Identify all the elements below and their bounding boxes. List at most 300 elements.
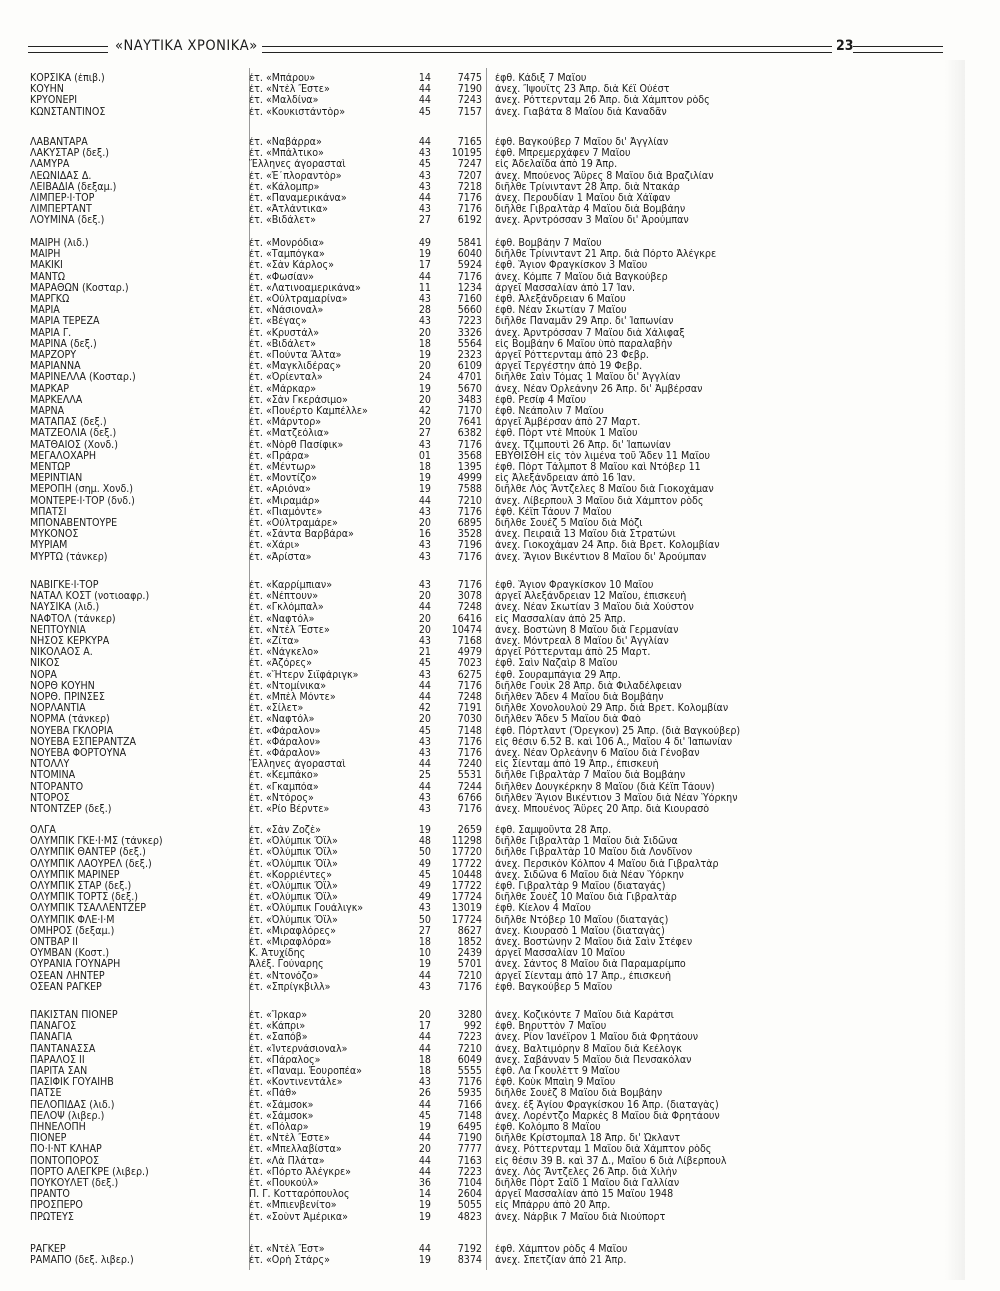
table-row (0, 451, 1000, 462)
crew-count: 19 (418, 958, 431, 971)
agent-name: ἐτ. «Πόλαρ» (249, 1122, 309, 1133)
tonnage: 10448 (451, 868, 482, 881)
ship-name: ΠΑΚΙΣΤΑΝ ΠΙΟΝΕΡ (30, 1010, 118, 1021)
ship-name: ΡΑΜΑΠΟ (δεξ. λιβερ.) (30, 1255, 134, 1267)
tonnage: 7148 (457, 724, 482, 737)
tonnage: 2659 (457, 824, 482, 836)
table-row (0, 782, 1000, 793)
crew-count: 44 (418, 758, 431, 771)
ship-name: ΜΑΡΙΝΑ (δεξ.) (30, 338, 97, 350)
table-row (0, 193, 1000, 204)
ship-name: ΜΕΡΟΠΗ (σημ. Χονδ.) (30, 484, 134, 496)
agent-name: ἐτ. «Σάμσοκ» (249, 1110, 314, 1122)
ship-name: ΜΠΑΤΣΙ (30, 506, 67, 518)
status-text: ἐφθ. Κοὺκ Μπαὶη 9 Μαΐου (495, 1077, 616, 1089)
tonnage: 7248 (457, 601, 482, 614)
agent-name: ἐτ. «Ἀρίστα» (249, 551, 312, 563)
tonnage: 7475 (457, 72, 482, 84)
crew-count: 16 (418, 528, 431, 541)
agent-name: ἐτ. «Ντὲλ Ἔστε» (249, 624, 330, 636)
tonnage: 5564 (457, 337, 482, 350)
status-text: ἀνεχ. Βοστώνη 8 Μαΐου διὰ Γερμανίαν (495, 624, 679, 636)
crew-count: 44 (418, 1132, 431, 1145)
status-text: ἐφθ. Ἅγιον Φραγκίσκον 3 Μαΐου (495, 260, 648, 272)
table-row (0, 859, 1000, 870)
table-row (0, 473, 1000, 484)
status-text: ἐφθ. Βηρυττὸν 7 Μαΐου (495, 1021, 607, 1033)
tonnage: 4701 (457, 371, 482, 384)
agent-name: ἐτ. «Αριόνα» (249, 484, 311, 496)
agent-name: ἐτ. «Νὸρθ Πασίφικ» (249, 439, 344, 451)
agent-name: ἐτ. «Μαλδίνα» (249, 95, 319, 107)
status-text: ἐφθ. Νεάπολιν 7 Μαΐου (495, 406, 604, 417)
agent-name: ἐτ. «Ντονόζο» (249, 970, 319, 982)
table-row (0, 316, 1000, 327)
tonnage: 7176 (457, 192, 482, 204)
crew-count: 01 (418, 449, 431, 462)
table-row (0, 971, 1000, 982)
status-text: διῆλθεν Δουγκέρκην 8 Μαΐου (διὰ Κέϊπ Τάουν) (495, 781, 715, 793)
tonnage: 7192 (457, 1243, 482, 1255)
agent-name: ἐτ. «Φάραλον» (249, 748, 321, 759)
crew-count: 50 (418, 913, 431, 926)
table-row (0, 1255, 1000, 1266)
agent-name: ἐτ. «Ἀζόρες» (249, 658, 312, 670)
ship-name: ΛΙΜΠΕΡ·Ι·ΤΟΡ (30, 193, 95, 204)
tonnage: 17722 (451, 880, 482, 892)
table-row (0, 870, 1000, 881)
agent-name: ἐτ. «Ορὴ Στάρς» (249, 1255, 330, 1267)
table-row (0, 1122, 1000, 1133)
ship-name: ΚΡΥΟΝΕΡΙ (30, 95, 78, 107)
ship-name: ΜΑΙΡΗ (λιδ.) (30, 238, 89, 249)
agent-name: ἐτ. «Μιραφλόρες» (249, 925, 336, 937)
agent-name: ἐτ. «Λατινοαμερικάνα» (249, 282, 361, 294)
status-text: ἀνεχ. Σπετζίαν ἀπὸ 21 Ἀπρ. (495, 1255, 627, 1267)
table-row (0, 238, 1000, 249)
ship-name: ΟΛΥΜΠΙΚ ΛΑΟΥΡΕΛ (δεξ.) (30, 858, 152, 870)
table-row (0, 417, 1000, 428)
ship-name: ΟΛΥΜΠΙΚ ΦΛΕ·Ι·Μ (30, 914, 115, 926)
crew-count: 14 (418, 72, 431, 84)
tonnage: 6275 (457, 668, 482, 681)
table-row (0, 272, 1000, 283)
agent-name: ἐτ. «Ζίτα» (249, 636, 300, 647)
agent-name: ἐτ. «Φωσίαν» (249, 271, 314, 283)
crew-count: 44 (418, 136, 431, 148)
crew-count: 43 (418, 539, 431, 552)
table-row (0, 959, 1000, 970)
tonnage: 5841 (457, 237, 482, 249)
agent-name: ἐτ. «Μπάλτικο» (249, 148, 324, 160)
status-text: διῆλθε Παναμᾶν 29 Ἀπρ. δι' Ἰαπωνίαν (495, 316, 674, 328)
crew-count: 45 (418, 105, 431, 118)
ship-name: ΟΛΥΜΠΙΚ ΘΑΝΤΕΡ (δεξ.) (30, 847, 146, 859)
crew-count: 50 (418, 846, 431, 859)
status-text: ἀνεχ. Πειραιᾶ 13 Μαΐου διὰ Στρατώνι (495, 529, 676, 541)
status-text: ἀνεχ. Ρίον Ἰανέϊρον 1 Μαΐου διὰ Φρητάουν (495, 1032, 699, 1044)
tonnage: 1395 (457, 461, 482, 473)
crew-count: 43 (418, 505, 431, 518)
status-text: ἐφθ. Λα Γκουλὲττ 9 Μαΐου (495, 1066, 620, 1077)
ship-name: ΝΙΚΟΣ (30, 658, 60, 670)
status-text: ἀνεχ. Κοζικόντε 7 Μαΐου διὰ Καράτσι (495, 1010, 674, 1021)
tonnage: 7176 (457, 679, 482, 692)
tonnage: 11298 (451, 835, 482, 848)
tonnage: 992 (463, 1020, 482, 1033)
ship-name: ΝΟΡΘ. ΠΡΙΝΣΕΣ (30, 692, 105, 703)
agent-name: ἐτ. «Βιδάλετ» (249, 215, 317, 227)
ship-name: ΝΤΟΡΟΣ (30, 792, 70, 804)
ship-name: ΠΕΛΟΨ (λιβερ.) (30, 1110, 105, 1122)
status-text: διῆλθε Λὸς Ἄντζελες 8 Μαΐου διὰ Γιοκοχάμαν (495, 484, 714, 496)
tonnage: 7163 (457, 1154, 482, 1167)
status-text: ἀνεχ. Σαβάνναν 5 Μαΐου διὰ Πενσακόλαν (495, 1054, 692, 1066)
agent-name: ἐτ. «Σάμσοκ» (249, 1099, 314, 1111)
ship-name: ΜΑΤΖΕΟΛΙΑ (δεξ.) (30, 428, 117, 440)
table-row (0, 73, 1000, 84)
ship-name: ΠΕΛΟΠΙΔΑΣ (λιδ.) (30, 1099, 115, 1111)
tonnage: 7168 (457, 635, 482, 647)
journal-title: «ΝΑΥΤΙΚΑ ΧΡΟΝΙΚΑ» (115, 38, 258, 54)
status-text: εἰς Σίενταμ ἀπὸ 19 Ἀπρ., ἐπισκευὴ (495, 759, 659, 771)
table-row (0, 591, 1000, 602)
tonnage: 17720 (451, 846, 482, 859)
status-text: διῆλθε Γιβραλτὰρ 7 Μαΐου διὰ Βομβάην (495, 770, 686, 782)
crew-count: 43 (418, 315, 431, 328)
table-row (0, 1021, 1000, 1032)
ship-name: ΠΡΟΣΠΕΡΟ (30, 1200, 83, 1212)
tonnage: 13019 (451, 902, 482, 915)
status-text: ἀνεχ. Γιαβάτα 8 Μαΐου διὰ Καναδᾶν (495, 106, 667, 118)
tonnage: 7641 (457, 416, 482, 429)
crew-count: 48 (418, 835, 431, 848)
ship-name: ΠΟΝΤΟΠΟΡΟΣ (30, 1155, 100, 1167)
table-row (0, 1055, 1000, 1066)
table-row (0, 1167, 1000, 1178)
ship-name: ΜΕΝΤΩΡ (30, 462, 71, 473)
table-row (0, 937, 1000, 948)
table-row (0, 636, 1000, 647)
agent-name: ἐτ. «Λὰ Πλάτα» (249, 1155, 325, 1167)
tonnage: 7176 (457, 203, 482, 216)
agent-name: ἐτ. «Κορριέντες» (249, 869, 332, 881)
tonnage: 4979 (457, 646, 482, 659)
crew-count: 10 (418, 947, 431, 960)
tonnage: 5701 (457, 958, 482, 971)
status-text: εἰς Ἀλεξάνδρειαν ἀπὸ 16 Ἰαν. (495, 473, 636, 485)
agent-name: Ἕλληνες ἀγορασταὶ (249, 759, 346, 771)
agent-name: ἐτ. «Ντομίνικα» (249, 680, 327, 692)
table-row (0, 1044, 1000, 1055)
crew-count: 27 (418, 924, 431, 937)
ship-name: ΝΟΥΕΒΑ ΓΚΛΟΡΙΑ (30, 725, 114, 737)
ship-name: ΟΛΥΜΠΙΚ ΣΤΑΡ (δεξ.) (30, 881, 132, 892)
agent-name: ἐτ. «Πουκούλ» (249, 1178, 319, 1189)
tonnage: 7030 (457, 713, 482, 726)
crew-count: 49 (418, 237, 431, 249)
tonnage: 7247 (457, 158, 482, 171)
tonnage: 7176 (457, 735, 482, 748)
crew-count: 21 (418, 646, 431, 659)
tonnage: 7243 (457, 94, 482, 107)
table-row (0, 305, 1000, 316)
status-text: ἀνεχ. Κιουρασὸ 1 Μαΐου (διαταγὰς) (495, 925, 665, 937)
status-text: ἀργεῖ Τεργέστην ἀπὸ 19 Φεβρ. (495, 361, 643, 373)
ship-name: ΟΥΡΑΝΙΑ ΓΟΥΝΑΡΗ (30, 959, 121, 971)
agent-name: ἐτ. «Μέντωρ» (249, 462, 317, 473)
agent-name: Π. Γ. Κοτταρόπουλος (249, 1189, 350, 1201)
status-text: διῆλθεν Ἄδεν 5 Μαΐου διὰ Φαὸ (495, 714, 641, 726)
table-row (0, 881, 1000, 892)
table-row (0, 847, 1000, 858)
ship-name: ΜΑΝΤΩ (30, 271, 65, 283)
ship-name: ΝΟΡΜΑ (τάνκερ) (30, 714, 110, 726)
status-text: ἐφθ. Ἀλεξάνδρειαν 6 Μαΐου (495, 294, 626, 305)
ship-name: ΜΑΡΓΚΩ (30, 294, 70, 305)
ship-name: ΝΗΣΟΣ ΚΕΡΚΥΡΑ (30, 636, 110, 647)
status-text: ΕΒΥΘΙΣΘΗ εἰς τὸν λιμένα τοῦ Ἄδεν 11 Μαΐου (495, 450, 711, 462)
tonnage: 2439 (457, 947, 482, 960)
agent-name: ἐτ. «Μοντίζο» (249, 473, 317, 485)
table-row (0, 395, 1000, 406)
status-text: ἀνεχ. Λὸς Ἄντζελες 26 Ἀπρ. διὰ Χιλὴν (495, 1166, 678, 1178)
agent-name: ἐτ. «Πάραλος» (249, 1054, 321, 1066)
status-text: ἀνεχ. Ἅγιον Βικέντιον 8 Μαΐου δι' Ἀρούμπαν (495, 551, 707, 563)
page-number: 23 (836, 38, 854, 54)
crew-count: 43 (418, 668, 431, 681)
agent-name: ἐτ. «Μαγκλιδέρας» (249, 361, 342, 373)
agent-name: ἐτ. «Ἀτλάντικα» (249, 204, 328, 216)
status-text: εἰς Μπάρρυ ἀπὸ 20 Ἀπρ. (495, 1200, 611, 1212)
status-text: ἐφθ. Γιβραλτὰρ 9 Μαΐου (διαταγάς) (495, 881, 666, 892)
agent-name: ἐτ. «Ὀλύμπικ Ὄϊλ» (249, 847, 338, 859)
status-text: ἀργεῖ Ρόττερνταμ ἀπὸ 25 Μαρτ. (495, 647, 651, 659)
table-row (0, 249, 1000, 260)
ship-name: ΜΑΚΙΚΙ (30, 260, 63, 272)
table-row (0, 1111, 1000, 1122)
crew-count: 27 (418, 427, 431, 440)
status-text: ἀνεχ. Τζιμπουτὶ 26 Ἀπρ. δι' Ἰαπωνίαν (495, 439, 671, 451)
status-text: ἀνεχ. Λίβερπουλ 3 Μαΐου διὰ Χάμπτον ρὸδς (495, 495, 704, 507)
table-row (0, 518, 1000, 529)
table-row (0, 1189, 1000, 1200)
ship-name: ΜΑΡΙΑ Γ. (30, 327, 72, 339)
crew-count: 20 (418, 623, 431, 636)
status-text: ἐφθ. Χάμπτον ρὸδς 4 Μαΐου (495, 1244, 628, 1255)
tonnage: 7196 (457, 539, 482, 552)
status-text: ἐφθ. Κέϊπ Τάουν 7 Μαΐου (495, 506, 612, 518)
agent-name: ἐτ. «Βιδάλετ» (249, 338, 317, 350)
crew-count: 19 (418, 483, 431, 496)
table-row (0, 1212, 1000, 1223)
status-text: ἐφθ. Βαγκούβερ 7 Μαΐου δι' Ἀγγλίαν (495, 137, 669, 148)
ship-name: ΝΕΠΤΟΥΝΙΑ (30, 624, 86, 636)
table-row (0, 825, 1000, 836)
table-row (0, 836, 1000, 847)
tonnage: 7157 (457, 105, 482, 118)
ship-name: ΝΟΥΕΒΑ ΦΟΡΤΟΥΝΑ (30, 748, 127, 759)
table-row (0, 602, 1000, 613)
table-row (0, 283, 1000, 294)
status-text: ἀνεχ. Μπούενος Ἄϋρες 8 Μαΐου διὰ Βραζιλίαν (495, 170, 714, 182)
status-text: διῆλθεν Ἄδεν 4 Μαΐου διὰ Βομβάην (495, 692, 664, 703)
tonnage: 6382 (457, 427, 482, 440)
ship-name: ΟΛΓΑ (30, 825, 56, 836)
table-row (0, 580, 1000, 591)
table-row (0, 726, 1000, 737)
table-row (0, 384, 1000, 395)
status-text: διῆλθε Σαὶν Τόμας 1 Μαΐου δι' Ἀγγλίαν (495, 372, 681, 384)
tonnage: 7248 (457, 691, 482, 703)
tonnage: 6192 (457, 214, 482, 227)
tonnage: 7166 (457, 1098, 482, 1111)
agent-name: ἐτ. «Σίλετ» (249, 703, 304, 715)
status-text: διῆλθε Γουὶκ 28 Ἀπρ. διὰ Φιλαδέλφειαν (495, 680, 682, 692)
ship-name: ΝΤΟΜΙΝΑ (30, 770, 76, 782)
status-text: διῆλθε Γιβραλτὰρ 1 Μαΐου διὰ Σιδῶνα (495, 836, 678, 848)
table-row (0, 714, 1000, 725)
status-text: ἐφθ. Σαμψοῦντα 28 Ἀπρ. (495, 825, 612, 836)
crew-count: 43 (418, 902, 431, 915)
tonnage: 5531 (457, 769, 482, 782)
crew-count: 43 (418, 803, 431, 815)
ship-name: ΠΑΡΙΤΑ ΣΑΝ (30, 1066, 88, 1077)
tonnage: 7588 (457, 483, 482, 496)
table-row (0, 1144, 1000, 1155)
ship-name: ΛΕΩΝΙΔΑΣ Δ. (30, 170, 92, 182)
ship-name: ΠΑΤΣΕ (30, 1088, 62, 1100)
agent-name: ἐτ. «Μιραφλόρα» (249, 937, 332, 948)
table-row (0, 1244, 1000, 1255)
status-text: διῆλθε Σουὲζ 10 Μαΐου διὰ Γιβραλτὰρ (495, 892, 677, 904)
table-row (0, 260, 1000, 271)
table-row (0, 159, 1000, 170)
agent-name: ἐτ. «Μάρντορ» (249, 417, 322, 429)
tonnage: 6495 (457, 1121, 482, 1133)
ship-name: ΜΠΟΝΑΒΕΝΤΟΥΡΕ (30, 518, 118, 529)
table-row (0, 647, 1000, 658)
tonnage: 7240 (457, 758, 482, 771)
crew-count: 49 (418, 880, 431, 892)
crew-count: 49 (418, 857, 431, 870)
status-text: ἀνεχ. Κόμπε 7 Μαΐου διὰ Βαγκούβερ (495, 271, 668, 283)
table-row (0, 1032, 1000, 1043)
ship-name: ΡΑΓΚΕΡ (30, 1244, 66, 1255)
table-row (0, 171, 1000, 182)
agent-name: ἐτ. «Ὀλύμπικ Ὄϊλ» (249, 836, 338, 848)
crew-count: 11 (418, 281, 431, 294)
crew-count: 49 (418, 891, 431, 904)
ship-name: ΝΑΦΤΟΛ (τάνκερ) (30, 613, 116, 625)
agent-name: ἐτ. «Μπὲλ Μόντε» (249, 692, 336, 703)
ship-name: ΜΑΡΑΘΩΝ (Κοσταρ.) (30, 282, 129, 294)
agent-name: ἐτ. «Ὀλύμπικ Ὄϊλ» (249, 881, 338, 892)
agent-name: ἐτ. «Γκλόμπαλ» (249, 602, 324, 614)
ship-name: ΚΟΥΗΝ (30, 84, 64, 96)
crew-count: 43 (418, 147, 431, 160)
crew-count: 20 (418, 590, 431, 603)
crew-count: 43 (418, 1076, 431, 1089)
status-text: ἀργεῖ Μασσαλίαν ἀπὸ 15 Μαΐου 1948 (495, 1189, 674, 1201)
status-text: ἀνεχ. Ἀρντρόσσαν 7 Μαΐου διὰ Χάλιφαξ (495, 327, 685, 339)
tonnage: 7160 (457, 293, 482, 305)
crew-count: 18 (418, 1053, 431, 1066)
ship-name: ΝΟΡΘ ΚΟΥΗΝ (30, 680, 95, 692)
agent-name: ἐτ. «Κρυστάλ» (249, 327, 320, 339)
table-row (0, 926, 1000, 937)
crew-count: 44 (418, 192, 431, 204)
table-row (0, 770, 1000, 781)
crew-count: 44 (418, 494, 431, 507)
ship-name: ΟΣΕΑΝ ΛΗΝΤΕΡ (30, 970, 105, 982)
tonnage: 7176 (457, 438, 482, 451)
table-row (0, 339, 1000, 350)
status-text: διῆλθε Τρίνινταντ 28 Ἀπρ. διὰ Ντακάρ (495, 181, 680, 193)
status-text: ἀνεχ. Νέαν Ὀρλεάνην 26 Ἀπρ. δι' Ἀμβέρσαν (495, 383, 703, 395)
crew-count: 44 (418, 1031, 431, 1044)
ship-name: ΜΥΚΟΝΟΣ (30, 529, 79, 541)
tonnage: 5924 (457, 259, 482, 272)
agent-name: ἐτ. «Μονρόδια» (249, 238, 325, 249)
crew-count: 43 (418, 635, 431, 647)
crew-count: 19 (418, 1199, 431, 1212)
agent-name: Ἕλληνες ἀγορασταὶ (249, 159, 346, 171)
status-text: διῆλθε Τρίνινταντ 21 Ἀπρ. διὰ Πόρτο Ἀλέγκρε (495, 249, 717, 261)
table-row (0, 529, 1000, 540)
status-text: ἀνεχ. Λορέντζο Μαρκὲς 8 Μαΐου διὰ Φρητάουν (495, 1110, 720, 1122)
status-text: διῆλθε Κρίστομπαλ 18 Ἀπρ. δι' Ὠκλαντ (495, 1133, 681, 1145)
table-row (0, 1100, 1000, 1111)
tonnage: 5555 (457, 1065, 482, 1077)
ship-name: ΠΟΡΤΟ ΑΛΕΓΚΡΕ (λιβερ.) (30, 1166, 149, 1178)
tonnage: 7210 (457, 1042, 482, 1055)
tonnage: 7191 (457, 702, 482, 715)
status-text: διῆλθε Γιβραλτὰρ 10 Μαΐου διὰ Λονδῖνον (495, 847, 693, 859)
crew-count: 44 (418, 1098, 431, 1111)
agent-name: ἐτ. «Μιραμάρ» (249, 495, 320, 507)
ship-name: ΠΟ·Ι·ΝΤ ΚΛΗΑΡ (30, 1144, 102, 1156)
table-row (0, 294, 1000, 305)
crew-count: 43 (418, 180, 431, 193)
agent-name: ἐτ. «Ρίο Βέρντε» (249, 804, 330, 815)
crew-count: 43 (418, 980, 431, 993)
crew-count: 43 (418, 169, 431, 182)
tonnage: 7210 (457, 494, 482, 507)
crew-count: 20 (418, 360, 431, 373)
crew-count: 45 (418, 657, 431, 670)
ship-name: ΝΟΥΕΒΑ ΕΣΠΕΡΑΝΤΖΑ (30, 736, 137, 748)
status-text: ἐφθ. Σουραμπάγια 29 Ἀπρ. (495, 669, 621, 681)
ship-name: ΟΛΥΜΠΙΚ ΤΟΡΤΣ (δεξ.) (30, 892, 139, 904)
crew-count: 44 (418, 969, 431, 982)
tonnage: 3528 (457, 528, 482, 541)
ship-name: ΛΕΙΒΑΔΙΑ (δεξαμ.) (30, 181, 117, 193)
ship-name: ΜΑΙΡΗ (30, 249, 61, 261)
status-text: ἀνεχ. Βοστώνην 2 Μαΐου διὰ Σαὶν Στέφεν (495, 937, 693, 948)
status-text: ἐφθ. Ρεσίφ 4 Μαΐου (495, 394, 586, 406)
crew-count: 19 (418, 248, 431, 261)
agent-name: ἐτ. «Πούντα Ἄλτα» (249, 350, 342, 361)
tonnage: 7777 (457, 1143, 482, 1156)
agent-name: ἐτ. «Σπρίγκβιλλ» (249, 981, 331, 993)
agent-name: ἐτ. «Πάθ» (249, 1088, 297, 1100)
agent-name: ἐτ. «Ναφτόλ» (249, 613, 315, 625)
tonnage: 10195 (451, 147, 482, 160)
ship-name: ΝΟΡΑ (30, 669, 57, 681)
tonnage: 7210 (457, 969, 482, 982)
tonnage: 6416 (457, 612, 482, 625)
